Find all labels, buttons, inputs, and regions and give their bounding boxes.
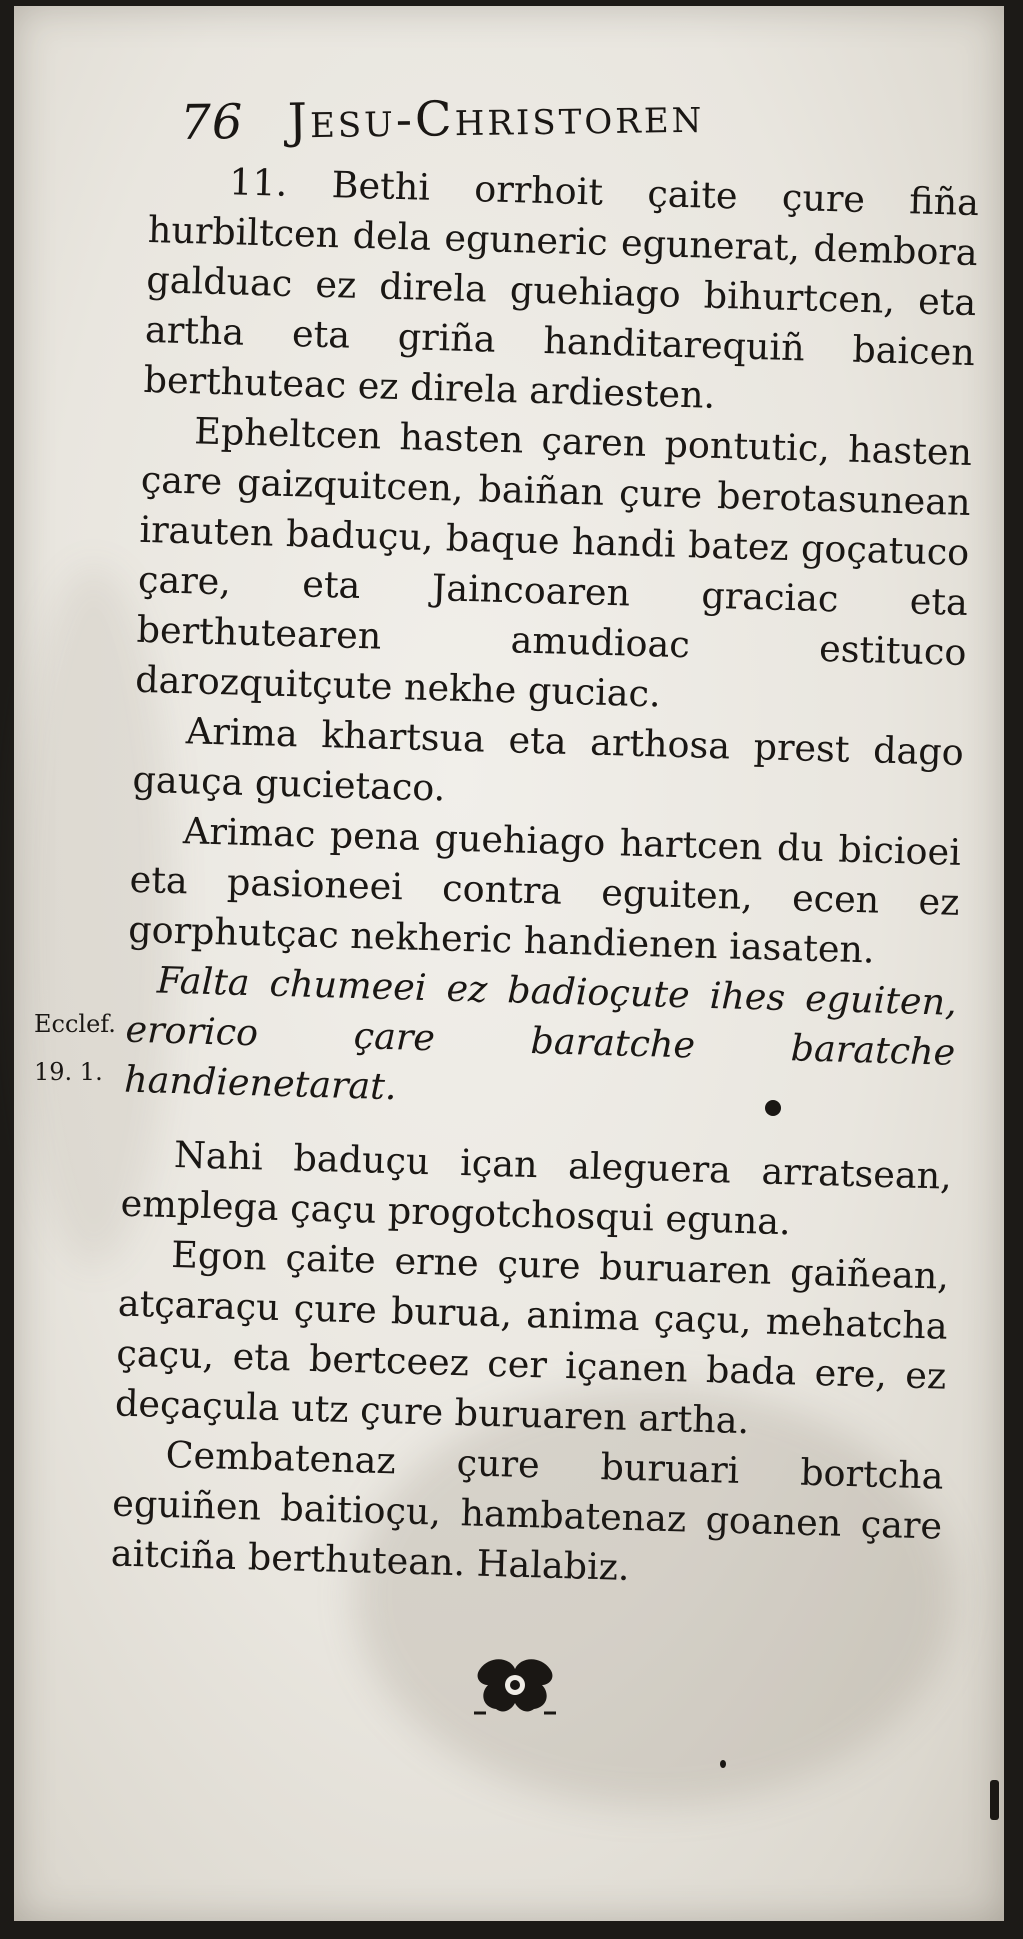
paragraph: Egon çaite erne çure buruaren gaiñean, atçaraçu çure burua, anima çaçu, mehatcha çaçu, eta bertceez cer içanen bada ere, ez deçaçula utz çure buruaren artha. (114, 1233, 950, 1443)
scripture-quote: Falta chumeei ez badioçute ihes eguiten, erorico çare baratche baratche handienetarat. (123, 958, 958, 1109)
ornament-icon (470, 1655, 560, 1717)
running-title: Jesu-Christoren (287, 87, 705, 150)
ink-speck (990, 1780, 999, 1820)
paragraph: Cembatenaz çure buruari bortcha eguiñen baitioçu, hambatenaz goanen çare aitciña berthutean. Halabiz. (110, 1432, 945, 1589)
margin-reference (34, 1000, 116, 1096)
page-number: 76 (180, 94, 244, 151)
paragraph: Nahi baduçu içan aleguera arratsean, emplega çaçu progotchosqui eguna. (120, 1133, 953, 1244)
running-header (180, 88, 705, 151)
paragraph: 11. Bethi orrhoit çaite çure fiña hurbiltcen dela eguneric egunerat, dembora galduac ez direla guehiago bihurtcen, eta artha eta griña handitarequiñ baicen berthuteac ez direla ardiesten. (143, 160, 980, 417)
margin-reference-book: Ecclef. (34, 1010, 116, 1038)
ink-speck (765, 1100, 781, 1116)
ink-speck (720, 1760, 726, 1768)
paragraph: Arima khartsua eta arthosa prest dago gauça gucietaco. (131, 709, 965, 810)
paragraph: Epheltcen hasten çaren pontutic, hasten çare gaizquitcen, baiñan çure berotasunean irauten baduçu, baque handi batez goçatuco çare, eta Jaincoaren graciac eta berthutearen amudioac estituco darozquitçute nekhe guciac. (134, 409, 973, 716)
paragraph: Arimac pena guehiago hartcen du bicioei eta pasioneei contra eguiten, ecen ez gorphutçac nekheric handienen iasaten. (127, 809, 962, 972)
margin-reference-chapter: 19. 1. (34, 1058, 103, 1086)
page-body (110, 155, 979, 1602)
